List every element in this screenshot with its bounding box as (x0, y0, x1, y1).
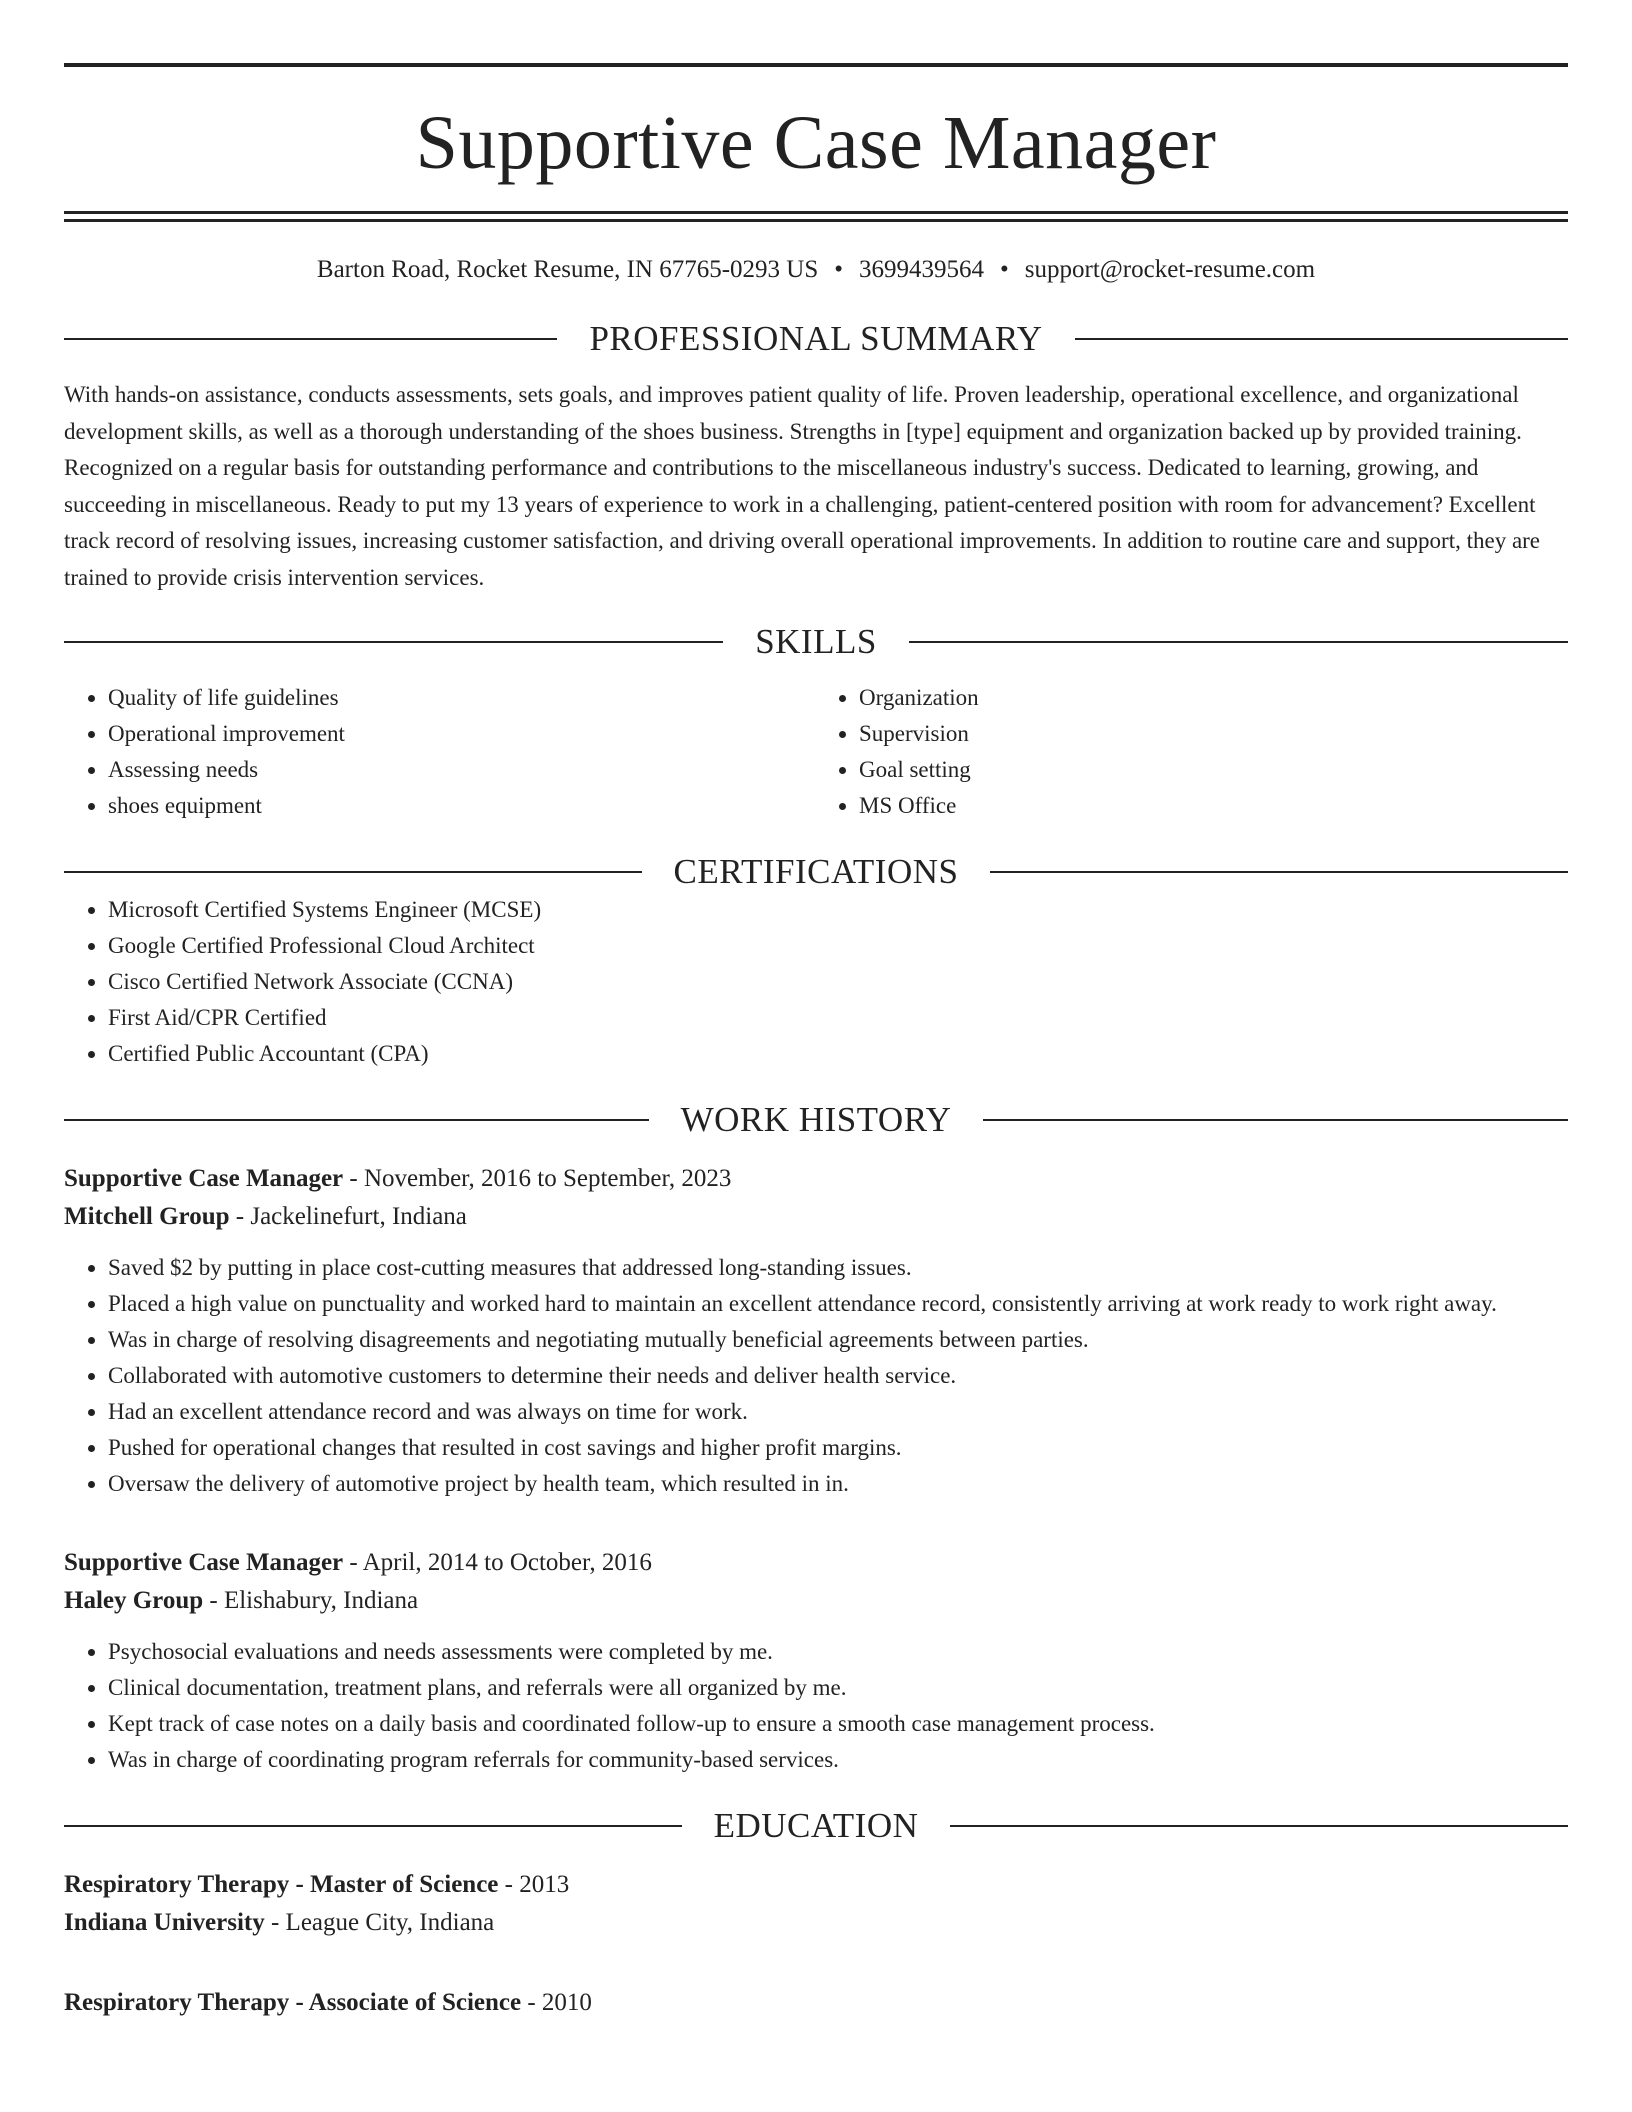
degree-year: - 2013 (498, 1871, 570, 1898)
section-title: EDUCATION (713, 1806, 919, 1845)
certification-item: • Cisco Certified Network Associate (CCNA) (108, 964, 1568, 1000)
skill-item: • shoes equipment (108, 788, 817, 824)
degree: Respiratory Therapy - Associate of Science (64, 1989, 522, 2016)
skill-item: • Assessing needs (108, 752, 817, 788)
job-bullet: • Saved $2 by putting in place cost-cutting measures that addressed long-standing issues. (108, 1250, 1568, 1286)
title-double-rule (64, 211, 1568, 222)
divider (64, 338, 557, 340)
job-dates: - April, 2014 to October, 2016 (343, 1549, 652, 1576)
divider (990, 871, 1568, 873)
job-company: Haley Group (64, 1587, 204, 1614)
job-bullet: • Had an excellent attendance record and was always on time for work. (108, 1394, 1568, 1430)
top-rule (64, 63, 1568, 67)
job-bullet: • Was in charge of resolving disagreements and negotiating mutually beneficial agreements between parties. (108, 1322, 1568, 1358)
job-company: Mitchell Group (64, 1203, 230, 1230)
certification-item: • Google Certified Professional Cloud Architect (108, 928, 1568, 964)
section-title: PROFESSIONAL SUMMARY (589, 319, 1043, 358)
education-entry (64, 1984, 1568, 2022)
job-role: Supportive Case Manager (64, 1165, 344, 1192)
skills-list-right (815, 680, 1568, 824)
section-header-skills (64, 622, 1568, 662)
contact-separator: • (834, 256, 844, 283)
job-bullet: • Oversaw the delivery of automotive project by health team, which resulted in in. (108, 1466, 1568, 1502)
divider (950, 1825, 1568, 1827)
contact-email: support@rocket-resume.com (1024, 256, 1316, 283)
skills-grid (64, 680, 1568, 824)
school-name: Indiana University (64, 1909, 265, 1936)
education-entry (64, 1866, 1568, 1942)
divider (909, 641, 1568, 643)
job-bullet: • Psychosocial evaluations and needs assessments were completed by me. (108, 1634, 1568, 1670)
divider (1075, 338, 1568, 340)
job-dates: - November, 2016 to September, 2023 (343, 1165, 732, 1192)
summary-paragraph: With hands-on assistance, conducts assessments, sets goals, and improves patient quality of life. Proven leadership, operational excellence, and organizational development skills, as well as a thorough understanding of the shoes business. Strengths in [type] equipment and organization backed up by provided training. Recognized on a regular basis for outstanding performance and contributions to the miscellaneous industry's success. Dedicated to learning, growing, and succeeding in miscellaneous. Ready to put my 13 years of experience to work in a challenging, patient-centered position with room for advancement? Excellent track record of resolving issues, increasing customer satisfaction, and driving overall operational improvements. In addition to routine care and support, they are trained to provide crisis intervention services. (64, 382, 1541, 590)
job-company-line (64, 1198, 1568, 1236)
skill-item: • Supervision (859, 716, 1568, 752)
degree: Respiratory Therapy - Master of Science (64, 1871, 499, 1898)
skill-item: • MS Office (859, 788, 1568, 824)
divider (983, 1119, 1568, 1121)
work-history (64, 1160, 1568, 1778)
resume-page (64, 0, 1568, 2022)
certification-item: • Certified Public Accountant (CPA) (108, 1036, 1568, 1072)
job-role: Supportive Case Manager (64, 1549, 344, 1576)
section-title: WORK HISTORY (680, 1100, 952, 1139)
job-location: - Jackelinefurt, Indiana (229, 1203, 467, 1230)
section-header-education (64, 1806, 1568, 1846)
skills-list-left (64, 680, 817, 824)
job-title-line (64, 1160, 1568, 1198)
section-title: SKILLS (755, 622, 877, 661)
resume-title: Supportive Case Manager (415, 101, 1217, 185)
job-entry (64, 1160, 1568, 1502)
skill-item: • Operational improvement (108, 716, 817, 752)
job-title-line (64, 1544, 1568, 1582)
degree-year: - 2010 (521, 1989, 592, 2016)
job-bullet: • Kept track of case notes on a daily basis and coordinated follow-up to ensure a smooth case management process. (108, 1706, 1568, 1742)
contact-address: Barton Road, Rocket Resume, IN 67765-0293 US (316, 256, 819, 283)
certification-item: • First Aid/CPR Certified (108, 1000, 1568, 1036)
section-header-work (64, 1100, 1568, 1140)
divider (64, 641, 723, 643)
job-bullet: • Clinical documentation, treatment plans, and referrals were all organized by me. (108, 1670, 1568, 1706)
school-location: - League City, Indiana (264, 1909, 495, 1936)
divider (64, 1119, 649, 1121)
contact-line (64, 255, 1568, 285)
job-entry (64, 1544, 1568, 1778)
certification-item: • Microsoft Certified Systems Engineer (MCSE) (108, 892, 1568, 928)
divider (64, 1825, 682, 1827)
job-bullets (64, 1250, 1568, 1502)
section-header-summary (64, 319, 1568, 359)
job-bullet: • Was in charge of coordinating program referrals for community-based services. (108, 1742, 1568, 1778)
section-title: CERTIFICATIONS (673, 852, 959, 891)
job-bullets (64, 1634, 1568, 1778)
job-location: - Elishabury, Indiana (203, 1587, 419, 1614)
school-line (64, 1904, 1568, 1942)
certifications-list (64, 892, 1568, 1072)
skill-item: • Organization (859, 680, 1568, 716)
job-company-line (64, 1582, 1568, 1620)
section-header-certifications (64, 852, 1568, 892)
contact-phone: 3699439564 (859, 256, 985, 283)
skill-item: • Quality of life guidelines (108, 680, 817, 716)
education-list (64, 1866, 1568, 2022)
job-bullet: • Collaborated with automotive customers to determine their needs and deliver health service. (108, 1358, 1568, 1394)
degree-line (64, 1984, 1568, 2022)
job-bullet: • Pushed for operational changes that resulted in cost savings and higher profit margins. (108, 1430, 1568, 1466)
job-bullet: • Placed a high value on punctuality and worked hard to maintain an excellent attendance record, consistently arriving at work ready to work right away. (108, 1286, 1568, 1322)
degree-line (64, 1866, 1568, 1904)
skill-item: • Goal setting (859, 752, 1568, 788)
contact-separator: • (1000, 256, 1009, 283)
divider (64, 871, 642, 873)
